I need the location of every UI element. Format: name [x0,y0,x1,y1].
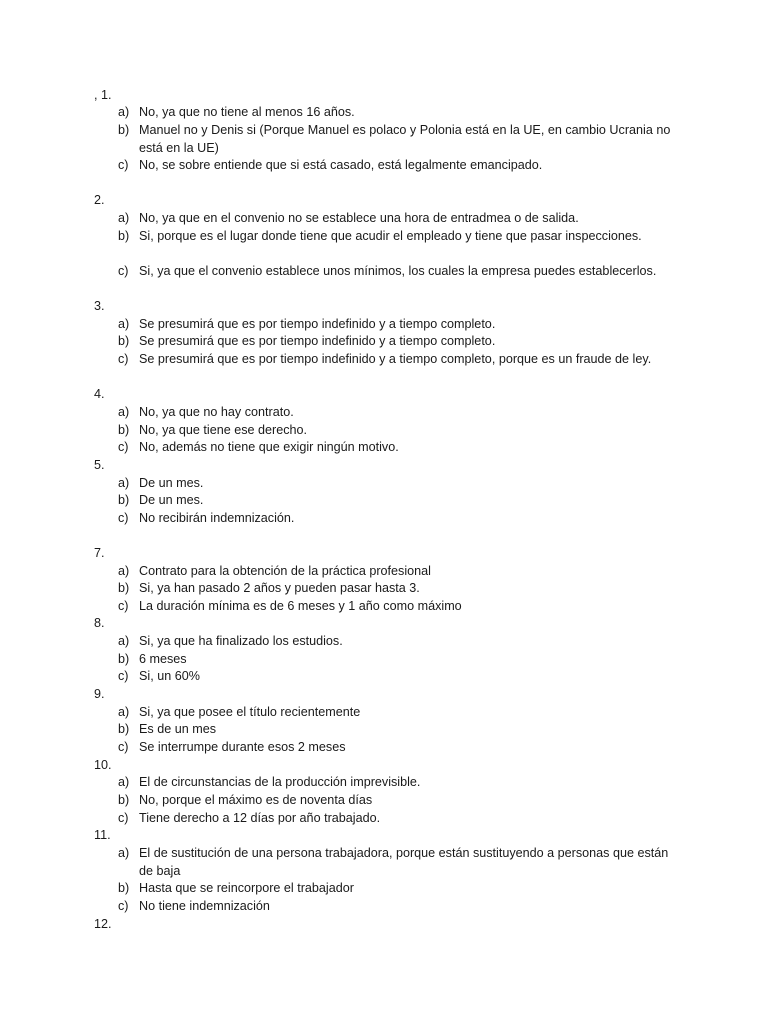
option-text: No, ya que tiene ese derecho. [139,423,308,437]
question-number: 5. [94,458,105,472]
answer-option [118,316,678,334]
option-label: b) [118,581,130,595]
option-label: c) [118,158,129,172]
option-text: No tiene indemnización [139,899,270,913]
option-label: a) [118,634,130,648]
option-label: b) [118,722,130,736]
option-label: b) [118,793,130,807]
answer-option [118,333,678,351]
question-number: , 1. [94,88,112,102]
answer-option [118,492,678,510]
option-text: De un mes. [139,493,204,507]
option-label: b) [118,334,130,348]
option-label: c) [118,511,129,525]
option-label: c) [118,811,129,825]
option-text: Se presumirá que es por tiempo indefinido y a tiempo completo. [139,317,496,331]
option-label: a) [118,211,130,225]
question-number: 3. [94,299,105,313]
option-text: Hasta que se reincorpore el trabajador [139,881,354,895]
option-label: c) [118,599,129,613]
option-label: a) [118,105,130,119]
answer-option [118,104,678,122]
option-text: No recibirán indemnización. [139,511,295,525]
option-text: La duración mínima es de 6 meses y 1 año como máximo [139,599,462,613]
option-text: Contrato para la obtención de la práctica profesional [139,564,431,578]
option-label: c) [118,440,129,454]
option-text: No, ya que no tiene al menos 16 años. [139,105,355,119]
option-text: 6 meses [139,652,187,666]
option-text: Si, un 60% [139,669,200,683]
question-number: 9. [94,687,105,701]
question-number: 2. [94,193,105,207]
question-number: 11. [94,828,111,842]
option-text: No, se sobre entiende que si está casado, está legalmente emancipado. [139,158,543,172]
answer-option [118,351,678,369]
answer-option [118,210,678,228]
question-number: 10. [94,758,112,772]
answer-option [118,563,678,581]
answer-option [118,721,678,739]
answer-option [118,845,678,880]
option-label: a) [118,775,130,789]
option-text: Si, ya han pasado 2 años y pueden pasar hasta 3. [139,581,420,595]
option-label: a) [118,405,130,419]
option-label: a) [118,564,130,578]
answer-option [118,598,678,616]
answer-option [118,880,678,898]
option-label: c) [118,669,129,683]
option-text: Si, ya que posee el título recientemente [139,705,361,719]
answer-option [118,404,678,422]
answer-option [118,122,678,157]
option-label: a) [118,317,130,331]
answer-option [118,580,678,598]
question-number: 4. [94,387,105,401]
option-text: Si, ya que el convenio establece unos mínimos, los cuales la empresa puedes establecerlos. [139,264,657,278]
answer-option [118,439,678,457]
answer-option [118,228,678,246]
answer-option [118,263,678,281]
option-text: De un mes. [139,476,204,490]
question-number: 8. [94,616,105,630]
answer-option [118,739,678,757]
option-label: c) [118,899,129,913]
option-label: b) [118,423,130,437]
option-label: b) [118,652,130,666]
option-text: Se interrumpe durante esos 2 meses [139,740,346,754]
option-text: No, ya que no hay contrato. [139,405,294,419]
option-text: El de sustitución de una persona trabajadora, porque están sustituyendo a personas que están de baja [139,846,669,878]
option-text: Se presumirá que es por tiempo indefinido y a tiempo completo. [139,334,496,348]
option-text: Si, porque es el lugar donde tiene que acudir el empleado y tiene que pasar inspecciones. [139,229,642,243]
option-text: No, ya que en el convenio no se establece una hora de entradmea o de salida. [139,211,579,225]
question-number: 12. [94,917,112,931]
option-label: c) [118,740,129,754]
option-label: b) [118,881,130,895]
option-label: a) [118,476,130,490]
answer-option [118,475,678,493]
answer-option [118,633,678,651]
option-label: b) [118,123,130,137]
option-text: Si, ya que ha finalizado los estudios. [139,634,343,648]
answer-option [118,422,678,440]
answer-option [118,704,678,722]
answer-option [118,651,678,669]
option-text: Se presumirá que es por tiempo indefinido y a tiempo completo, porque es un fraude de ley. [139,352,652,366]
answer-option [118,898,678,916]
option-text: No, porque el máximo es de noventa días [139,793,373,807]
option-text: El de circunstancias de la producción imprevisible. [139,775,421,789]
option-label: b) [118,493,130,507]
answer-option [118,668,678,686]
option-text: Manuel no y Denis si (Porque Manuel es polaco y Polonia está en la UE, en cambio Ucrania no está en la UE) [139,123,671,155]
option-label: c) [118,264,129,278]
answer-option [118,510,678,528]
answer-option [118,792,678,810]
question-number: 7. [94,546,105,560]
option-text: Es de un mes [139,722,217,736]
answer-option [118,157,678,175]
option-text: No, además no tiene que exigir ningún motivo. [139,440,399,454]
answer-option [118,774,678,792]
answer-option [118,810,678,828]
option-text: Tiene derecho a 12 días por año trabajado. [139,811,381,825]
option-label: a) [118,705,130,719]
option-label: a) [118,846,130,860]
option-label: c) [118,352,129,366]
option-label: b) [118,229,130,243]
